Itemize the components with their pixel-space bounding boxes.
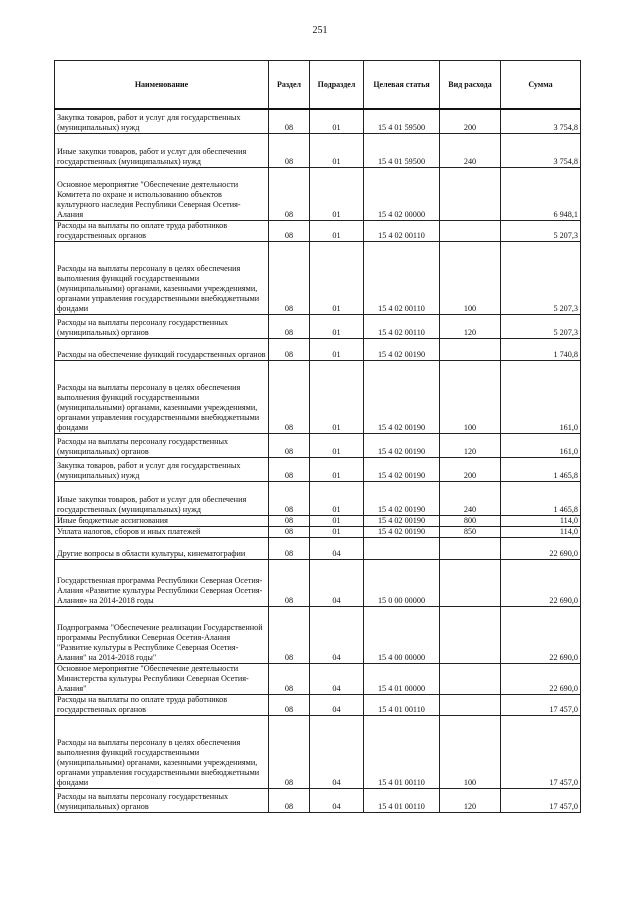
cell-name: Государственная программа Республики Северная Осетия-Алания «Развитие культуры Республики Северная Осетия-Алания» на 2014-2018 годы	[55, 559, 269, 606]
cell-type: 850	[440, 526, 501, 537]
cell-name: Основное мероприятие "Обеспечение деятельности Министерства культуры Республики Северная Осетия-Алания"	[55, 663, 269, 694]
cell-subsection: 01	[310, 433, 364, 457]
table-row	[55, 788, 581, 812]
cell-section: 08	[269, 360, 310, 433]
table-row	[55, 526, 581, 537]
cell-article: 15 4 02 00190	[364, 457, 440, 481]
cell-type: 120	[440, 433, 501, 457]
cell-article: 15 4 02 00190	[364, 526, 440, 537]
cell-type: 200	[440, 109, 501, 133]
cell-sum: 5 207,3	[501, 220, 581, 241]
cell-article: 15 4 01 00110	[364, 694, 440, 715]
cell-name: Расходы на выплаты персоналу в целях обеспечения выполнения функций государственными (муниципальными) органами, казенными учреждениями, органами управления государственными внебюджетными фондами	[55, 360, 269, 433]
cell-name: Расходы на выплаты по оплате труда работников государственных органов	[55, 694, 269, 715]
cell-section: 08	[269, 526, 310, 537]
cell-name: Расходы на выплаты персоналу государственных (муниципальных) органов	[55, 433, 269, 457]
header-name: Наименование	[55, 61, 269, 110]
cell-type	[440, 338, 501, 360]
cell-type	[440, 606, 501, 663]
table-header-row	[55, 61, 581, 110]
table-row	[55, 481, 581, 515]
cell-article: 15 4 02 00110	[364, 241, 440, 314]
cell-type: 100	[440, 241, 501, 314]
cell-sum: 114,0	[501, 515, 581, 526]
cell-sum: 22 690,0	[501, 606, 581, 663]
table-row	[55, 663, 581, 694]
cell-subsection: 01	[310, 515, 364, 526]
table-row	[55, 694, 581, 715]
cell-name: Закупка товаров, работ и услуг для государственных (муниципальных) нужд	[55, 109, 269, 133]
cell-type: 120	[440, 788, 501, 812]
cell-sum: 22 690,0	[501, 663, 581, 694]
cell-subsection: 01	[310, 481, 364, 515]
cell-name: Другие вопросы в области культуры, кинематографии	[55, 537, 269, 559]
cell-article: 15 4 02 00190	[364, 515, 440, 526]
cell-section: 08	[269, 788, 310, 812]
cell-subsection: 01	[310, 220, 364, 241]
cell-section: 08	[269, 515, 310, 526]
table-row	[55, 537, 581, 559]
cell-type	[440, 559, 501, 606]
cell-subsection: 04	[310, 559, 364, 606]
cell-section: 08	[269, 167, 310, 220]
cell-name: Подпрограмма "Обеспечение реализации Государственной программы Республики Северная Осетия-Алания "Развитие культуры в Республике Северная Осетия-Алания" на 2014-2018 годы"	[55, 606, 269, 663]
cell-name: Расходы на выплаты персоналу в целях обеспечения выполнения функций государственными (муниципальными) органами, казенными учреждениями, органами управления государственными внебюджетными фондами	[55, 241, 269, 314]
table-row	[55, 360, 581, 433]
cell-sum: 22 690,0	[501, 537, 581, 559]
header-type: Вид расхода	[440, 61, 501, 110]
table-row	[55, 314, 581, 338]
cell-section: 08	[269, 694, 310, 715]
cell-name: Расходы на обеспечение функций государственных органов	[55, 338, 269, 360]
cell-type	[440, 694, 501, 715]
table-row	[55, 515, 581, 526]
cell-sum: 1 740,8	[501, 338, 581, 360]
cell-name: Уплата налогов, сборов и иных платежей	[55, 526, 269, 537]
cell-subsection: 04	[310, 537, 364, 559]
cell-sum: 22 690,0	[501, 559, 581, 606]
cell-article: 15 0 00 00000	[364, 559, 440, 606]
cell-name: Расходы на выплаты персоналу в целях обеспечения выполнения функций государственными (муниципальными) органами, казенными учреждениями, органами управления государственными внебюджетными фондами	[55, 715, 269, 788]
table-row	[55, 715, 581, 788]
cell-sum: 114,0	[501, 526, 581, 537]
cell-type	[440, 537, 501, 559]
cell-subsection: 01	[310, 167, 364, 220]
cell-section: 08	[269, 715, 310, 788]
cell-subsection: 04	[310, 788, 364, 812]
cell-section: 08	[269, 220, 310, 241]
cell-article: 15 4 02 00190	[364, 338, 440, 360]
cell-article: 15 4 01 00000	[364, 663, 440, 694]
cell-section: 08	[269, 559, 310, 606]
cell-section: 08	[269, 433, 310, 457]
cell-subsection: 01	[310, 133, 364, 167]
cell-subsection: 01	[310, 314, 364, 338]
table-row	[55, 109, 581, 133]
header-sum: Сумма	[501, 61, 581, 110]
cell-sum: 1 465,8	[501, 457, 581, 481]
cell-article: 15 4 02 00110	[364, 220, 440, 241]
cell-article: 15 4 02 00190	[364, 481, 440, 515]
cell-section: 08	[269, 241, 310, 314]
cell-name: Расходы на выплаты по оплате труда работников государственных органов	[55, 220, 269, 241]
cell-section: 08	[269, 338, 310, 360]
table-row	[55, 241, 581, 314]
cell-name: Иные закупки товаров, работ и услуг для обеспечения государственных (муниципальных) нужд	[55, 133, 269, 167]
cell-section: 08	[269, 606, 310, 663]
cell-name: Расходы на выплаты персоналу государственных (муниципальных) органов	[55, 788, 269, 812]
cell-type	[440, 167, 501, 220]
cell-name: Расходы на выплаты персоналу государственных (муниципальных) органов	[55, 314, 269, 338]
table-row	[55, 220, 581, 241]
cell-article: 15 4 02 00190	[364, 433, 440, 457]
cell-section: 08	[269, 133, 310, 167]
budget-table	[54, 60, 581, 813]
cell-sum: 17 457,0	[501, 715, 581, 788]
table-row	[55, 167, 581, 220]
page-number: 251	[312, 25, 328, 36]
cell-sum: 3 754,8	[501, 109, 581, 133]
cell-type: 240	[440, 133, 501, 167]
cell-subsection: 01	[310, 360, 364, 433]
header-subsection: Подраздел	[310, 61, 364, 110]
cell-sum: 1 465,8	[501, 481, 581, 515]
cell-name: Закупка товаров, работ и услуг для государственных (муниципальных) нужд	[55, 457, 269, 481]
cell-type: 100	[440, 715, 501, 788]
cell-subsection: 04	[310, 694, 364, 715]
cell-subsection: 01	[310, 457, 364, 481]
cell-sum: 5 207,3	[501, 314, 581, 338]
cell-sum: 6 948,1	[501, 167, 581, 220]
cell-type: 200	[440, 457, 501, 481]
table-row	[55, 133, 581, 167]
cell-sum: 17 457,0	[501, 788, 581, 812]
cell-type	[440, 220, 501, 241]
cell-article: 15 4 02 00000	[364, 167, 440, 220]
cell-section: 08	[269, 457, 310, 481]
cell-name: Иные бюджетные ассигнования	[55, 515, 269, 526]
cell-article: 15 4 02 00190	[364, 360, 440, 433]
cell-type: 800	[440, 515, 501, 526]
cell-sum: 3 754,8	[501, 133, 581, 167]
cell-type	[440, 663, 501, 694]
table-row	[55, 457, 581, 481]
cell-subsection: 01	[310, 241, 364, 314]
table-row	[55, 606, 581, 663]
cell-section: 08	[269, 481, 310, 515]
cell-subsection: 01	[310, 338, 364, 360]
cell-type: 120	[440, 314, 501, 338]
header-section: Раздел	[269, 61, 310, 110]
header-article: Целевая статья	[364, 61, 440, 110]
cell-sum: 17 457,0	[501, 694, 581, 715]
cell-section: 08	[269, 314, 310, 338]
cell-sum: 161,0	[501, 433, 581, 457]
cell-section: 08	[269, 663, 310, 694]
cell-subsection: 01	[310, 526, 364, 537]
cell-subsection: 01	[310, 109, 364, 133]
table-row	[55, 338, 581, 360]
table-row	[55, 433, 581, 457]
cell-section: 08	[269, 537, 310, 559]
cell-type: 100	[440, 360, 501, 433]
cell-type: 240	[440, 481, 501, 515]
cell-sum: 5 207,3	[501, 241, 581, 314]
cell-subsection: 04	[310, 606, 364, 663]
cell-subsection: 04	[310, 663, 364, 694]
cell-article: 15 4 01 59500	[364, 109, 440, 133]
cell-article: 15 4 01 00110	[364, 715, 440, 788]
cell-article	[364, 537, 440, 559]
cell-article: 15 4 02 00110	[364, 314, 440, 338]
cell-name: Иные закупки товаров, работ и услуг для обеспечения государственных (муниципальных) нужд	[55, 481, 269, 515]
cell-article: 15 4 01 59500	[364, 133, 440, 167]
cell-name: Основное мероприятие "Обеспечение деятельности Комитета по охране и использованию объектов культурного наследия Республики Северная Осетия-Алания	[55, 167, 269, 220]
cell-article: 15 4 01 00110	[364, 788, 440, 812]
cell-section: 08	[269, 109, 310, 133]
cell-article: 15 4 00 00000	[364, 606, 440, 663]
cell-subsection: 04	[310, 715, 364, 788]
cell-sum: 161,0	[501, 360, 581, 433]
table-row	[55, 559, 581, 606]
